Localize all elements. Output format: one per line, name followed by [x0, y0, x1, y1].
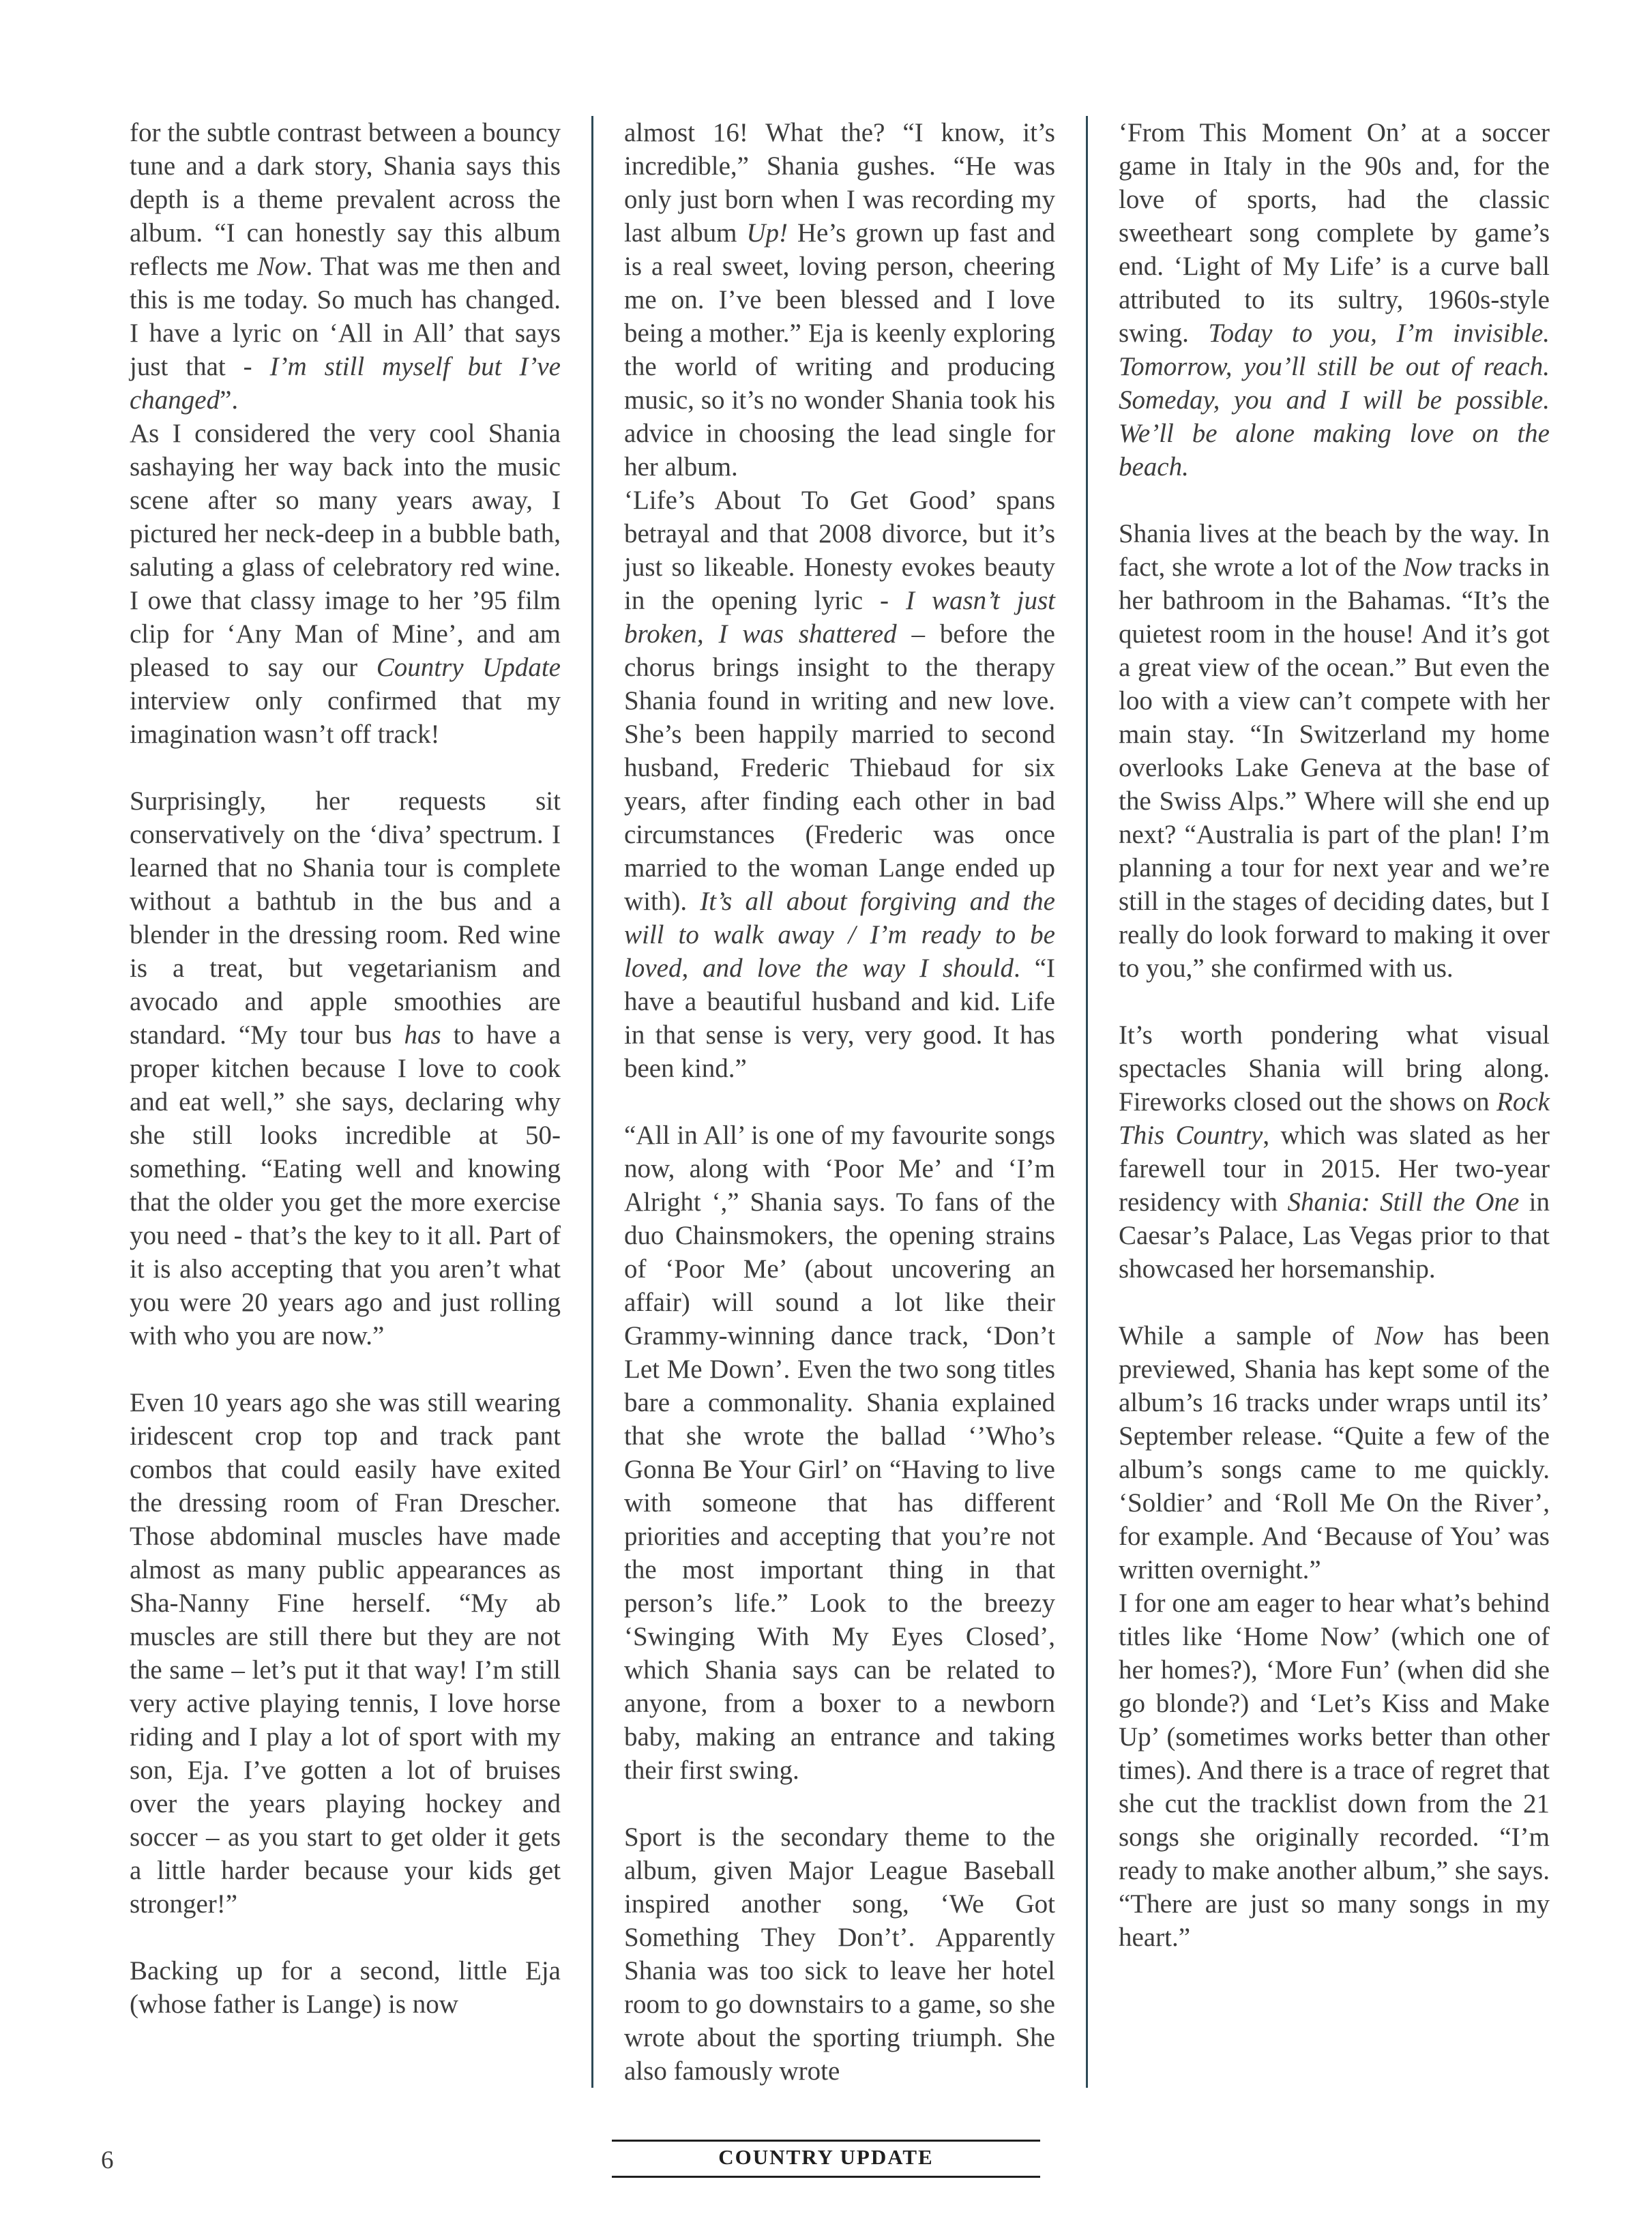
italic-text-run: Shania: Still the One: [1287, 1187, 1520, 1217]
paragraph: [1119, 1018, 1550, 1286]
italic-text-run: Rock This Country: [1119, 1087, 1550, 1150]
text-run: Even 10 years ago she was still wearing iridescent crop top and track pant combos that could easily have exited the dressing room of Fran Drescher. Those abdominal muscles have made almost as many public appearances as Sha-Nanny Fine herself. “My ab muscles are still there but they are not the same – let’s put it that way! I’m still very active playing tennis, I love horse riding and I play a lot of sport with my son, Eja. I’ve gotten a lot of bruises over the years playing hockey and soccer – as you start to get older it gets a little harder because your kids get stronger!”: [130, 1388, 561, 1919]
paragraph: [624, 484, 1055, 1085]
column-divider-1: [591, 116, 593, 2088]
text-run: for the subtle contrast between a bouncy tune and a dark story, Shania says this depth is a theme prevalent across the album. “I can honestly say this album reflects me: [130, 118, 561, 281]
text-column-1: [130, 116, 561, 2088]
paragraph: [624, 116, 1055, 484]
text-run: ”.: [220, 385, 239, 415]
text-run: “All in All’ is one of my favourite songs now, along with ‘Poor Me’ and ‘I’m Alright ‘,” Shania says. To fans of the duo Chainsmokers, the opening strains of ‘Poor Me’ (about uncovering an affair) will sound a lot like their Grammy-winning dance track, ‘Don’t Let Me Down’. Even the two song titles bare a commonality. Shania explained that she wrote the ballad ‘’Who’s Gonna Be Your Girl’ on “Having to live with someone that has different priorities and accepting that you’re not the most important thing in that person’s life.” Look to the breezy ‘Swinging With My Eyes Closed’, which Shania says can be related to anyone, from a boxer to a newborn baby, making an entrance and taking their first swing.: [624, 1121, 1055, 1785]
text-run: to have a proper kitchen because I love to cook and eat well,” she says, declaring why she still looks incredible at 50-something. “Eating well and knowing that the older you get the more exercise you need - that’s the key to it all. Part of it is also accepting that you aren’t what you were 20 years ago and just rolling with who you are now.”: [130, 1020, 561, 1350]
italic-text-run: Up!: [746, 218, 788, 248]
italic-text-run: It’s all about forgiving and the will to walk away / I’m ready to be loved, and love the way I should: [624, 887, 1055, 983]
text-run: . “I have a beautiful husband and kid. Life in that sense is very, very good. It has been kind.”: [624, 954, 1055, 1083]
italic-text-run: Country Update: [376, 653, 561, 682]
paragraph: [130, 784, 561, 1353]
paragraph: [1119, 116, 1550, 484]
text-run: Backing up for a second, little Eja (whose father is Lange) is now: [130, 1956, 561, 2019]
magazine-title: COUNTRY UPDATE: [718, 2145, 934, 2169]
italic-text-run: Today to you, I’m invisible. Tomorrow, you’ll still be out of reach. Someday, you and I will be possible. We’ll be alone making love on the beach.: [1119, 319, 1550, 482]
text-run: almost 16! What the? “I know, it’s incredible,” Shania gushes. “He was only just born when I was recording my last album: [624, 118, 1055, 248]
text-run: As I considered the very cool Shania sashaying her way back into the music scene after so many years away, I pictured her neck-deep in a bubble bath, saluting a glass of celebratory red wine. I owe that classy image to her ’95 film clip for ‘Any Man of Mine’, and am pleased to say our: [130, 419, 561, 682]
column-divider-2: [1086, 116, 1088, 2088]
paragraph: [624, 1820, 1055, 2088]
paragraph: [624, 1119, 1055, 1787]
paragraph: [130, 116, 561, 417]
text-run: . That was me then and this is me today. So much has changed. I have a lyric on ‘All in All’ that says just that -: [130, 252, 561, 381]
article-content: [130, 116, 1550, 2088]
text-run: He’s grown up fast and is a real sweet, loving person, cheering me on. I’ve been blessed and I love being a mother.” Eja is keenly exploring the world of writing and producing music, so it’s no wonder Shania took his advice in choosing the lead single for her album.: [624, 218, 1056, 482]
text-run: ‘Life’s About To Get Good’ spans betrayal and that 2008 divorce, but it’s just so likeable. Honesty evokes beauty in the opening lyric -: [624, 486, 1055, 615]
text-run: It’s worth pondering what visual spectacles Shania will bring along. Fireworks closed out the shows on: [1119, 1020, 1550, 1117]
text-run: , which was slated as her farewell tour in 2015. Her two-year residency with: [1119, 1121, 1550, 1217]
italic-text-run: Now: [256, 252, 306, 281]
text-run: ‘From This Moment On’ at a soccer game in Italy in the 90s and, for the love of sports, had the classic sweetheart song complete by game’s end. ‘Light of My Life’ is a curve ball attributed to its sultry, 1960s-style swing.: [1119, 118, 1550, 348]
text-run: I for one am eager to hear what’s behind titles like ‘Home Now’ (which one of her homes?), ‘More Fun’ (when did she go blonde?) and ‘Let’s Kiss and Make Up’ (sometimes works better than other times). And there is a trace of regret that she cut the tracklist down from the 21 songs she originally recorded. “I’m ready to make another album,” she says. “There are just so many songs in my heart.”: [1119, 1589, 1550, 1952]
paragraph: [130, 417, 561, 751]
italic-text-run: I’m still myself but I’ve changed: [130, 352, 561, 415]
paragraph: [1119, 1586, 1550, 1954]
text-run: tracks in her bathroom in the Bahamas. “It’s the quietest room in the house! And it’s got a great view of the ocean.” But even the loo with a view can’t compete with her main stay. “In Switzerland my home overlooks Lake Geneva at the base of the Swiss Alps.” Where will she end up next? “Australia is part of the plan! I’m planning a tour for next year and we’re still in the stages of deciding dates, but I really do look forward to making it over to you,” she confirmed with us.: [1119, 552, 1550, 983]
italic-text-run: I wasn’t just broken, I was shattered: [624, 586, 1055, 649]
text-run: in Caesar’s Palace, Las Vegas prior to that showcased her horsemanship.: [1119, 1187, 1550, 1284]
page-number: 6: [101, 2146, 114, 2174]
italic-text-run: has: [404, 1020, 441, 1050]
text-run: Shania lives at the beach by the way. In fact, she wrote a lot of the: [1119, 519, 1550, 582]
paragraph: [1119, 517, 1550, 985]
paragraph: [130, 1954, 561, 2021]
text-run: interview only confirmed that my imagination wasn’t off track!: [130, 686, 561, 749]
text-column-2: [624, 116, 1055, 2088]
paragraph: [130, 1386, 561, 1921]
text-column-3: [1119, 116, 1550, 2088]
paragraph: [1119, 1319, 1550, 1586]
italic-text-run: Now: [1374, 1321, 1424, 1350]
text-run: has been previewed, Shania has kept some of the album’s 16 tracks under wraps until its’ September release. “Quite a few of the album’s songs came to me quickly. ‘Soldier’ and ‘Roll Me On the River’, for example. And ‘Because of You’ was written overnight.”: [1119, 1321, 1550, 1584]
text-run: Surprisingly, her requests sit conservatively on the ‘diva’ spectrum. I learned that no Shania tour is complete without a bathtub in the bus and a blender in the dressing room. Red wine is a treat, but vegetarianism and avocado and apple smoothies are standard. “My tour bus: [130, 786, 561, 1050]
text-run: While a sample of: [1119, 1321, 1375, 1350]
italic-text-run: Now: [1403, 552, 1452, 582]
text-run: Sport is the secondary theme to the album, given Major League Baseball inspired another song, ‘We Got Something They Don’t’. Apparently Shania was too sick to leave her hotel room to go downstairs to a game, so she wrote about the sporting triumph. She also famously wrote: [624, 1822, 1055, 2086]
text-run: – before the chorus brings insight to the therapy Shania found in writing and new love. She’s been happily married to second husband, Frederic Thiebaud for six years, after finding each other in bad circumstances (Frederic was once married to the woman Lange ended up with).: [624, 619, 1055, 916]
footer-banner: [612, 2140, 1040, 2178]
